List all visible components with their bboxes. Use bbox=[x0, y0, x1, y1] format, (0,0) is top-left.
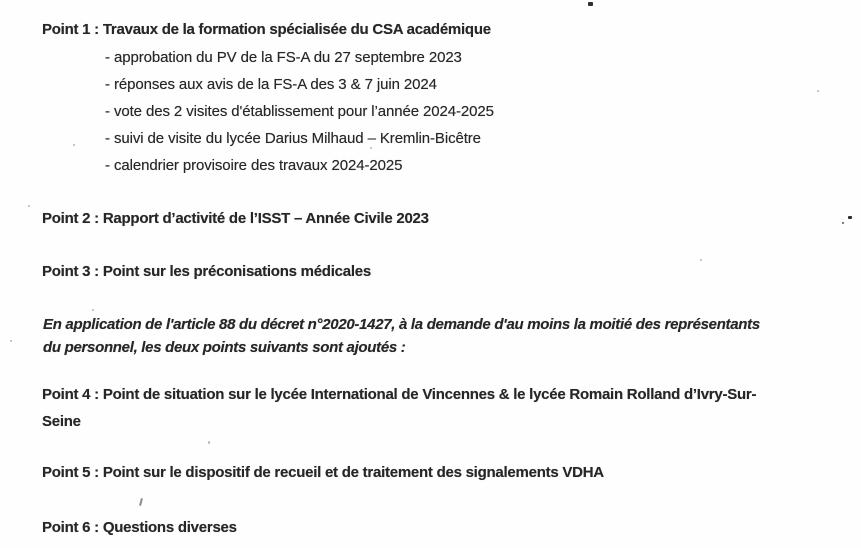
scan-speck bbox=[73, 144, 75, 146]
scan-speck bbox=[139, 498, 143, 506]
scan-speck bbox=[28, 205, 30, 207]
point1-heading: Point 1 : Travaux de la formation spécialisée du CSA académique bbox=[42, 21, 491, 38]
point1-item-vote: - vote des 2 visites d'établissement pour l’année 2024-2025 bbox=[105, 103, 494, 120]
scan-speck bbox=[848, 216, 852, 219]
point1-item-calendrier: - calendrier provisoire des travaux 2024-2025 bbox=[105, 157, 403, 174]
point1-item-approbation: - approbation du PV de la FS-A du 27 septembre 2023 bbox=[105, 49, 462, 66]
point4-heading-line-2: Seine bbox=[42, 413, 81, 430]
scan-speck bbox=[817, 90, 819, 92]
scan-speck bbox=[700, 259, 702, 261]
scan-speck bbox=[370, 147, 372, 149]
point5-heading: Point 5 : Point sur le dispositif de recueil et de traitement des signalements VDHA bbox=[42, 464, 604, 481]
scan-speck bbox=[92, 309, 94, 311]
point1-item-reponses: - réponses aux avis de la FS-A des 3 & 7 juin 2024 bbox=[105, 76, 437, 93]
point2-heading: Point 2 : Rapport d’activité de l’ISST – Année Civile 2023 bbox=[42, 210, 429, 227]
point6-heading: Point 6 : Questions diverses bbox=[42, 519, 237, 536]
scan-speck bbox=[208, 441, 210, 444]
point4-heading-line-1: Point 4 : Point de situation sur le lycée International de Vincennes & le lycée Romain Rolland d’Ivry-Sur- bbox=[42, 386, 757, 403]
scan-speck bbox=[588, 2, 593, 6]
point1-item-suivi: - suivi de visite du lycée Darius Milhaud – Kremlin-Bicêtre bbox=[105, 130, 481, 147]
point3-heading: Point 3 : Point sur les préconisations médicales bbox=[42, 263, 371, 280]
regulatory-note-line-1: En application de l'article 88 du décret n°2020-1427, à la demande d'au moins la moitié des représentants bbox=[43, 316, 760, 333]
scan-speck bbox=[842, 222, 844, 224]
regulatory-note-line-2: du personnel, les deux points suivants sont ajoutés : bbox=[43, 339, 406, 356]
scan-speck bbox=[10, 340, 12, 342]
